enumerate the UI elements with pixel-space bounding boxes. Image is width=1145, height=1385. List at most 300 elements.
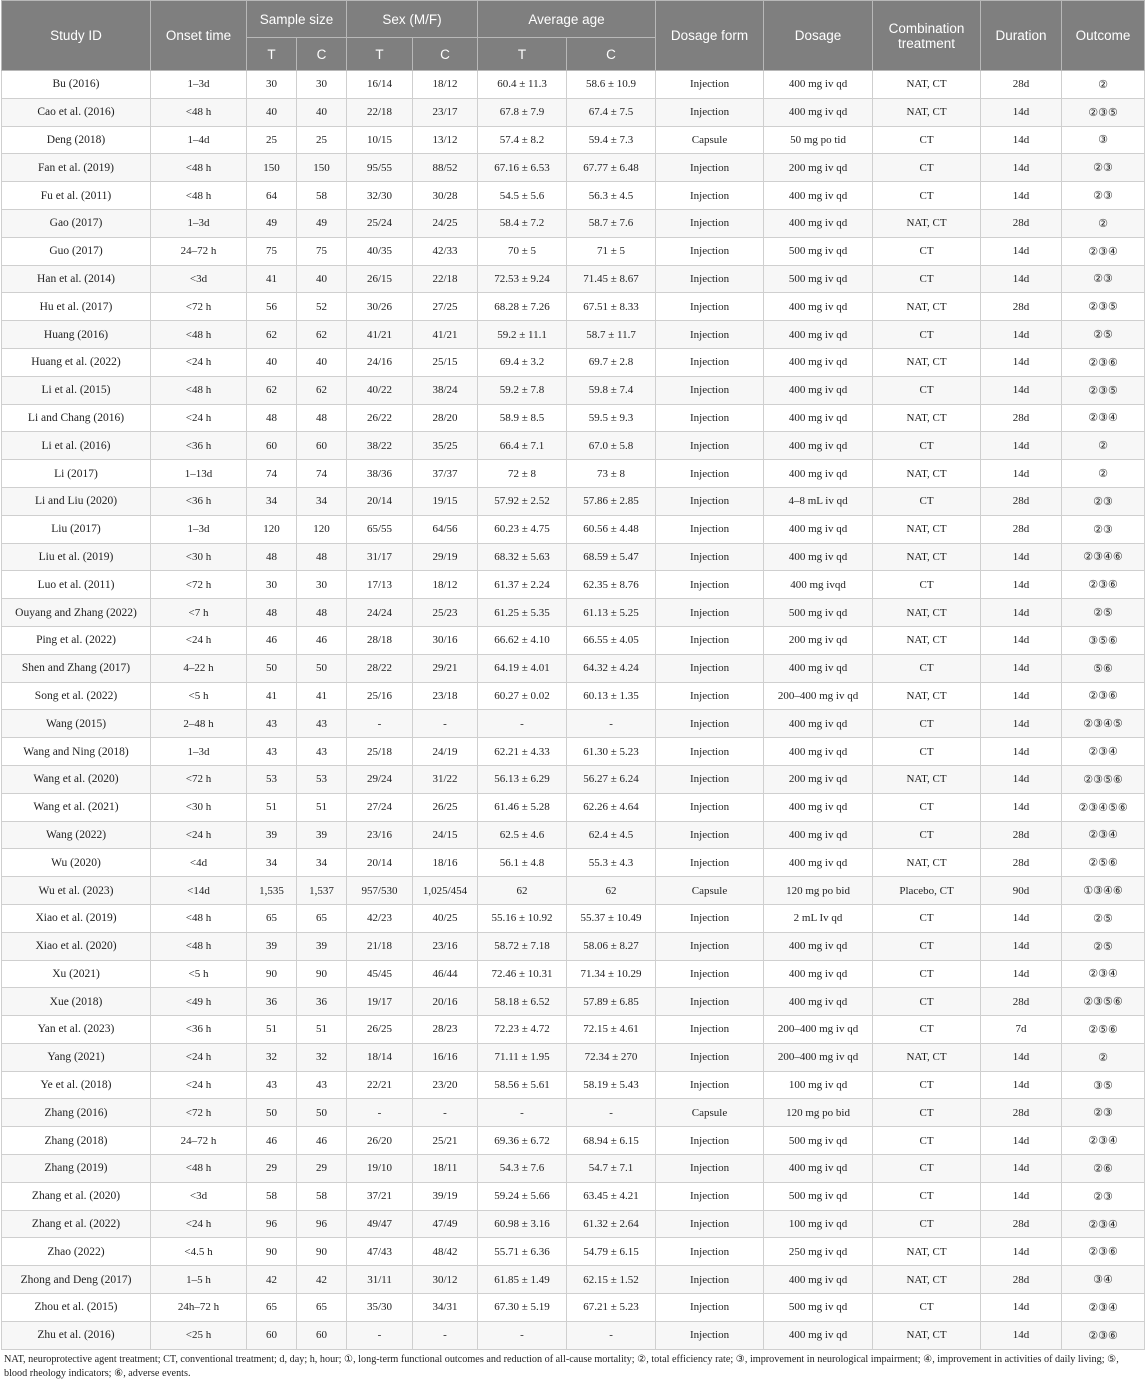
- age-t-cell: 60.4 ± 11.3: [478, 71, 567, 99]
- header-row-1: [2, 1, 1145, 38]
- sample-size-t-cell: 58: [247, 1182, 297, 1210]
- age-t-cell: 62: [478, 877, 567, 905]
- duration-cell: 14d: [981, 1182, 1062, 1210]
- sample-size-c-cell: 48: [297, 543, 347, 571]
- dosage-form-cell: Injection: [656, 293, 764, 321]
- sample-size-c-cell: 62: [297, 376, 347, 404]
- combination-treatment-cell: NAT, CT: [873, 599, 981, 627]
- onset-time-cell: 1–5 h: [151, 1266, 247, 1294]
- duration-cell: 14d: [981, 710, 1062, 738]
- age-c-cell: 58.6 ± 10.9: [567, 71, 656, 99]
- col-header-dosage: Dosage: [764, 1, 873, 71]
- sample-size-c-cell: 30: [297, 571, 347, 599]
- sample-size-c-cell: 46: [297, 626, 347, 654]
- sex-t-cell: 30/26: [347, 293, 413, 321]
- duration-cell: 28d: [981, 404, 1062, 432]
- dosage-cell: 400 mg iv qd: [764, 209, 873, 237]
- study-id-cell: Yang (2021): [2, 1043, 151, 1071]
- age-t-cell: 54.3 ± 7.6: [478, 1155, 567, 1183]
- duration-cell: 14d: [981, 654, 1062, 682]
- outcome-cell: ②③④⑤⑥: [1062, 793, 1145, 821]
- onset-time-cell: <7 h: [151, 599, 247, 627]
- study-id-cell: Li et al. (2016): [2, 432, 151, 460]
- dosage-form-cell: Injection: [656, 682, 764, 710]
- sex-c-cell: 46/44: [413, 960, 478, 988]
- duration-cell: 14d: [981, 126, 1062, 154]
- sample-size-c-cell: 34: [297, 849, 347, 877]
- outcome-cell: ③: [1062, 126, 1145, 154]
- dosage-form-cell: Capsule: [656, 877, 764, 905]
- age-c-cell: 62.15 ± 1.52: [567, 1266, 656, 1294]
- sex-c-cell: 30/12: [413, 1266, 478, 1294]
- sample-size-c-cell: 60: [297, 1321, 347, 1349]
- sample-size-t-cell: 43: [247, 1071, 297, 1099]
- study-id-cell: Zhang (2018): [2, 1127, 151, 1155]
- table-row: [2, 321, 1145, 349]
- sample-size-c-cell: 58: [297, 1182, 347, 1210]
- outcome-cell: ②⑤: [1062, 932, 1145, 960]
- table-row: [2, 98, 1145, 126]
- combination-treatment-cell: NAT, CT: [873, 682, 981, 710]
- duration-cell: 14d: [981, 1127, 1062, 1155]
- duration-cell: 14d: [981, 154, 1062, 182]
- onset-time-cell: <24 h: [151, 1043, 247, 1071]
- sex-t-cell: 25/24: [347, 209, 413, 237]
- dosage-cell: 400 mg iv qd: [764, 404, 873, 432]
- study-id-cell: Gao (2017): [2, 209, 151, 237]
- age-c-cell: 62.4 ± 4.5: [567, 821, 656, 849]
- dosage-form-cell: Injection: [656, 765, 764, 793]
- sex-c-cell: 18/12: [413, 571, 478, 599]
- study-id-cell: Wang (2015): [2, 710, 151, 738]
- dosage-cell: 400 mg iv qd: [764, 932, 873, 960]
- combination-treatment-cell: NAT, CT: [873, 515, 981, 543]
- duration-cell: 14d: [981, 182, 1062, 210]
- sample-size-t-cell: 120: [247, 515, 297, 543]
- table-row: [2, 821, 1145, 849]
- table-body: [2, 71, 1145, 1350]
- study-id-cell: Xiao et al. (2019): [2, 904, 151, 932]
- onset-time-cell: <5 h: [151, 960, 247, 988]
- dosage-form-cell: Injection: [656, 738, 764, 766]
- sample-size-c-cell: 65: [297, 904, 347, 932]
- sex-c-cell: 25/21: [413, 1127, 478, 1155]
- age-c-cell: 71 ± 5: [567, 237, 656, 265]
- sex-c-cell: 35/25: [413, 432, 478, 460]
- study-id-cell: Zhu et al. (2016): [2, 1321, 151, 1349]
- subheader-age-c: C: [567, 38, 656, 71]
- sex-c-cell: 19/15: [413, 487, 478, 515]
- outcome-cell: ②: [1062, 432, 1145, 460]
- duration-cell: 14d: [981, 237, 1062, 265]
- sample-size-c-cell: 90: [297, 960, 347, 988]
- study-id-cell: Fan et al. (2019): [2, 154, 151, 182]
- sex-c-cell: 31/22: [413, 765, 478, 793]
- combination-treatment-cell: CT: [873, 988, 981, 1016]
- age-c-cell: 61.13 ± 5.25: [567, 599, 656, 627]
- dosage-form-cell: Injection: [656, 1016, 764, 1044]
- outcome-cell: ②⑤⑥: [1062, 1016, 1145, 1044]
- subheader-sample-t: T: [247, 38, 297, 71]
- age-c-cell: 68.59 ± 5.47: [567, 543, 656, 571]
- subheader-sex-t: T: [347, 38, 413, 71]
- sex-t-cell: 49/47: [347, 1210, 413, 1238]
- onset-time-cell: <24 h: [151, 404, 247, 432]
- age-t-cell: 57.4 ± 8.2: [478, 126, 567, 154]
- outcome-cell: ②③: [1062, 1182, 1145, 1210]
- sample-size-t-cell: 43: [247, 738, 297, 766]
- combination-treatment-cell: CT: [873, 376, 981, 404]
- sample-size-t-cell: 60: [247, 432, 297, 460]
- sample-size-t-cell: 41: [247, 265, 297, 293]
- subheader-sex-c: C: [413, 38, 478, 71]
- duration-cell: 14d: [981, 571, 1062, 599]
- combination-treatment-cell: NAT, CT: [873, 71, 981, 99]
- sample-size-c-cell: 25: [297, 126, 347, 154]
- age-t-cell: 72.53 ± 9.24: [478, 265, 567, 293]
- dosage-form-cell: Injection: [656, 1043, 764, 1071]
- sex-c-cell: 25/15: [413, 348, 478, 376]
- col-header-onset-time: Onset time: [151, 1, 247, 71]
- sex-c-cell: 23/20: [413, 1071, 478, 1099]
- study-id-cell: Ouyang and Zhang (2022): [2, 599, 151, 627]
- onset-time-cell: 1–3d: [151, 209, 247, 237]
- age-t-cell: 55.71 ± 6.36: [478, 1238, 567, 1266]
- onset-time-cell: <3d: [151, 1182, 247, 1210]
- combination-treatment-cell: NAT, CT: [873, 348, 981, 376]
- sex-c-cell: 24/19: [413, 738, 478, 766]
- combination-treatment-cell: NAT, CT: [873, 1043, 981, 1071]
- dosage-form-cell: Injection: [656, 98, 764, 126]
- dosage-cell: 200–400 mg iv qd: [764, 1016, 873, 1044]
- duration-cell: 28d: [981, 849, 1062, 877]
- dosage-form-cell: Injection: [656, 348, 764, 376]
- outcome-cell: ②: [1062, 209, 1145, 237]
- dosage-cell: 400 mg iv qd: [764, 849, 873, 877]
- sample-size-c-cell: 96: [297, 1210, 347, 1238]
- age-c-cell: 58.06 ± 8.27: [567, 932, 656, 960]
- duration-cell: 14d: [981, 1071, 1062, 1099]
- age-c-cell: 69.7 ± 2.8: [567, 348, 656, 376]
- sample-size-t-cell: 51: [247, 793, 297, 821]
- table-row: [2, 1294, 1145, 1322]
- sample-size-c-cell: 58: [297, 182, 347, 210]
- age-t-cell: 67.30 ± 5.19: [478, 1294, 567, 1322]
- duration-cell: 14d: [981, 1155, 1062, 1183]
- sex-c-cell: 22/18: [413, 265, 478, 293]
- sample-size-t-cell: 46: [247, 626, 297, 654]
- combination-treatment-cell: CT: [873, 904, 981, 932]
- duration-cell: 28d: [981, 293, 1062, 321]
- onset-time-cell: <5 h: [151, 682, 247, 710]
- sex-t-cell: 42/23: [347, 904, 413, 932]
- outcome-cell: ③④: [1062, 1266, 1145, 1294]
- col-header-study-id: Study ID: [2, 1, 151, 71]
- duration-cell: 28d: [981, 487, 1062, 515]
- sex-c-cell: 30/28: [413, 182, 478, 210]
- age-c-cell: 64.32 ± 4.24: [567, 654, 656, 682]
- age-c-cell: 61.32 ± 2.64: [567, 1210, 656, 1238]
- sex-c-cell: 37/37: [413, 460, 478, 488]
- outcome-cell: ①③④⑥: [1062, 877, 1145, 905]
- study-id-cell: Zhang et al. (2022): [2, 1210, 151, 1238]
- dosage-cell: 500 mg iv qd: [764, 237, 873, 265]
- age-t-cell: 66.4 ± 7.1: [478, 432, 567, 460]
- outcome-cell: ②③: [1062, 1099, 1145, 1127]
- sample-size-t-cell: 50: [247, 1099, 297, 1127]
- study-id-cell: Li and Liu (2020): [2, 487, 151, 515]
- study-id-cell: Wang et al. (2020): [2, 765, 151, 793]
- dosage-cell: 50 mg po tid: [764, 126, 873, 154]
- sample-size-t-cell: 51: [247, 1016, 297, 1044]
- dosage-form-cell: Injection: [656, 932, 764, 960]
- outcome-cell: ②③④: [1062, 1127, 1145, 1155]
- sample-size-t-cell: 150: [247, 154, 297, 182]
- study-id-cell: Huang (2016): [2, 321, 151, 349]
- sample-size-c-cell: 48: [297, 404, 347, 432]
- study-id-cell: Cao et al. (2016): [2, 98, 151, 126]
- table-row: [2, 738, 1145, 766]
- sample-size-t-cell: 30: [247, 71, 297, 99]
- outcome-cell: ②⑥: [1062, 1155, 1145, 1183]
- sample-size-t-cell: 29: [247, 1155, 297, 1183]
- dosage-form-cell: Injection: [656, 543, 764, 571]
- dosage-cell: 200 mg iv qd: [764, 626, 873, 654]
- sex-c-cell: 23/17: [413, 98, 478, 126]
- onset-time-cell: <48 h: [151, 182, 247, 210]
- dosage-cell: 400 mg iv qd: [764, 321, 873, 349]
- study-id-cell: Han et al. (2014): [2, 265, 151, 293]
- sex-t-cell: 20/14: [347, 849, 413, 877]
- dosage-form-cell: Injection: [656, 849, 764, 877]
- onset-time-cell: <4.5 h: [151, 1238, 247, 1266]
- age-t-cell: -: [478, 710, 567, 738]
- duration-cell: 14d: [981, 682, 1062, 710]
- dosage-cell: 400 mg iv qd: [764, 460, 873, 488]
- sample-size-c-cell: 53: [297, 765, 347, 793]
- table-row: [2, 793, 1145, 821]
- duration-cell: 14d: [981, 793, 1062, 821]
- outcome-cell: ②③: [1062, 182, 1145, 210]
- sex-t-cell: -: [347, 1099, 413, 1127]
- age-c-cell: 60.13 ± 1.35: [567, 682, 656, 710]
- sex-t-cell: 37/21: [347, 1182, 413, 1210]
- dosage-cell: 400 mg iv qd: [764, 348, 873, 376]
- sex-t-cell: 18/14: [347, 1043, 413, 1071]
- study-id-cell: Song et al. (2022): [2, 682, 151, 710]
- combination-treatment-cell: CT: [873, 126, 981, 154]
- dosage-cell: 500 mg iv qd: [764, 265, 873, 293]
- onset-time-cell: 1–3d: [151, 738, 247, 766]
- age-c-cell: 58.7 ± 7.6: [567, 209, 656, 237]
- age-c-cell: 59.5 ± 9.3: [567, 404, 656, 432]
- study-id-cell: Bu (2016): [2, 71, 151, 99]
- sex-t-cell: 17/13: [347, 571, 413, 599]
- study-id-cell: Zhang (2019): [2, 1155, 151, 1183]
- outcome-cell: ②③⑤: [1062, 98, 1145, 126]
- study-id-cell: Li et al. (2015): [2, 376, 151, 404]
- table-row: [2, 849, 1145, 877]
- sample-size-t-cell: 64: [247, 182, 297, 210]
- sex-t-cell: 38/36: [347, 460, 413, 488]
- duration-cell: 28d: [981, 71, 1062, 99]
- onset-time-cell: <24 h: [151, 1210, 247, 1238]
- sex-t-cell: 28/22: [347, 654, 413, 682]
- dosage-form-cell: Injection: [656, 599, 764, 627]
- age-t-cell: 59.2 ± 7.8: [478, 376, 567, 404]
- study-id-cell: Fu et al. (2011): [2, 182, 151, 210]
- sample-size-c-cell: 52: [297, 293, 347, 321]
- duration-cell: 14d: [981, 1321, 1062, 1349]
- age-t-cell: 60.27 ± 0.02: [478, 682, 567, 710]
- study-id-cell: Wu et al. (2023): [2, 877, 151, 905]
- table-row: [2, 765, 1145, 793]
- onset-time-cell: <25 h: [151, 1321, 247, 1349]
- study-id-cell: Shen and Zhang (2017): [2, 654, 151, 682]
- sample-size-t-cell: 46: [247, 1127, 297, 1155]
- onset-time-cell: <72 h: [151, 765, 247, 793]
- sex-t-cell: 45/45: [347, 960, 413, 988]
- sex-c-cell: 18/12: [413, 71, 478, 99]
- age-t-cell: 68.28 ± 7.26: [478, 293, 567, 321]
- study-id-cell: Huang et al. (2022): [2, 348, 151, 376]
- sample-size-t-cell: 40: [247, 348, 297, 376]
- age-c-cell: 71.34 ± 10.29: [567, 960, 656, 988]
- table-row: [2, 1266, 1145, 1294]
- onset-time-cell: 1–3d: [151, 71, 247, 99]
- age-t-cell: 56.1 ± 4.8: [478, 849, 567, 877]
- table-row: [2, 348, 1145, 376]
- study-id-cell: Xu (2021): [2, 960, 151, 988]
- table-row: [2, 626, 1145, 654]
- sex-c-cell: 16/16: [413, 1043, 478, 1071]
- study-id-cell: Li and Chang (2016): [2, 404, 151, 432]
- age-t-cell: 67.16 ± 6.53: [478, 154, 567, 182]
- table-row: [2, 1321, 1145, 1349]
- sample-size-c-cell: 62: [297, 321, 347, 349]
- col-header-average-age: Average age: [478, 1, 656, 38]
- age-c-cell: 59.8 ± 7.4: [567, 376, 656, 404]
- duration-cell: 14d: [981, 376, 1062, 404]
- outcome-cell: ②③④: [1062, 237, 1145, 265]
- combination-treatment-cell: CT: [873, 182, 981, 210]
- age-t-cell: 64.19 ± 4.01: [478, 654, 567, 682]
- age-t-cell: 57.92 ± 2.52: [478, 487, 567, 515]
- table-row: [2, 154, 1145, 182]
- sex-t-cell: 95/55: [347, 154, 413, 182]
- onset-time-cell: <48 h: [151, 321, 247, 349]
- dosage-cell: 200 mg iv qd: [764, 765, 873, 793]
- onset-time-cell: <48 h: [151, 376, 247, 404]
- dosage-cell: 400 mg iv qd: [764, 1321, 873, 1349]
- outcome-cell: ②③④: [1062, 821, 1145, 849]
- sample-size-c-cell: 50: [297, 654, 347, 682]
- study-id-cell: Yan et al. (2023): [2, 1016, 151, 1044]
- table-row: [2, 126, 1145, 154]
- sample-size-t-cell: 48: [247, 599, 297, 627]
- duration-cell: 14d: [981, 98, 1062, 126]
- table-row: [2, 432, 1145, 460]
- sample-size-t-cell: 74: [247, 460, 297, 488]
- sample-size-t-cell: 65: [247, 904, 297, 932]
- subheader-sample-c: C: [297, 38, 347, 71]
- study-characteristics-table: [1, 0, 1145, 1350]
- age-c-cell: 67.51 ± 8.33: [567, 293, 656, 321]
- sample-size-t-cell: 34: [247, 487, 297, 515]
- table-row: [2, 599, 1145, 627]
- onset-time-cell: <72 h: [151, 571, 247, 599]
- study-id-cell: Liu (2017): [2, 515, 151, 543]
- sample-size-c-cell: 39: [297, 821, 347, 849]
- sample-size-c-cell: 150: [297, 154, 347, 182]
- sample-size-t-cell: 49: [247, 209, 297, 237]
- duration-cell: 28d: [981, 515, 1062, 543]
- duration-cell: 14d: [981, 904, 1062, 932]
- age-c-cell: 72.15 ± 4.61: [567, 1016, 656, 1044]
- combination-treatment-cell: NAT, CT: [873, 404, 981, 432]
- study-id-cell: Guo (2017): [2, 237, 151, 265]
- sample-size-t-cell: 1,535: [247, 877, 297, 905]
- onset-time-cell: <48 h: [151, 932, 247, 960]
- age-c-cell: 55.3 ± 4.3: [567, 849, 656, 877]
- outcome-cell: ②③④: [1062, 404, 1145, 432]
- sex-t-cell: 19/10: [347, 1155, 413, 1183]
- onset-time-cell: <48 h: [151, 154, 247, 182]
- dosage-cell: 200–400 mg iv qd: [764, 682, 873, 710]
- study-id-cell: Luo et al. (2011): [2, 571, 151, 599]
- age-c-cell: 66.55 ± 4.05: [567, 626, 656, 654]
- study-id-cell: Wang (2022): [2, 821, 151, 849]
- onset-time-cell: <36 h: [151, 432, 247, 460]
- sex-c-cell: 28/23: [413, 1016, 478, 1044]
- dosage-form-cell: Injection: [656, 1155, 764, 1183]
- sex-c-cell: 29/19: [413, 543, 478, 571]
- age-c-cell: 58.19 ± 5.43: [567, 1071, 656, 1099]
- duration-cell: 14d: [981, 765, 1062, 793]
- table-row: [2, 571, 1145, 599]
- sample-size-c-cell: 90: [297, 1238, 347, 1266]
- outcome-cell: ③⑤: [1062, 1071, 1145, 1099]
- dosage-cell: 400 mg iv qd: [764, 738, 873, 766]
- sex-t-cell: 24/24: [347, 599, 413, 627]
- table-row: [2, 515, 1145, 543]
- outcome-cell: ②③: [1062, 487, 1145, 515]
- sample-size-c-cell: 46: [297, 1127, 347, 1155]
- combination-treatment-cell: NAT, CT: [873, 98, 981, 126]
- dosage-form-cell: Injection: [656, 1321, 764, 1349]
- sample-size-t-cell: 90: [247, 960, 297, 988]
- onset-time-cell: 24h–72 h: [151, 1294, 247, 1322]
- dosage-cell: 400 mg iv qd: [764, 821, 873, 849]
- dosage-form-cell: Injection: [656, 1238, 764, 1266]
- table-row: [2, 1182, 1145, 1210]
- outcome-cell: ②③: [1062, 154, 1145, 182]
- study-id-cell: Deng (2018): [2, 126, 151, 154]
- outcome-cell: ②③⑤: [1062, 293, 1145, 321]
- age-t-cell: 58.4 ± 7.2: [478, 209, 567, 237]
- dosage-cell: 120 mg po bid: [764, 877, 873, 905]
- dosage-cell: 2 mL Iv qd: [764, 904, 873, 932]
- age-t-cell: 61.46 ± 5.28: [478, 793, 567, 821]
- sample-size-c-cell: 51: [297, 793, 347, 821]
- table-row: [2, 265, 1145, 293]
- table-row: [2, 1071, 1145, 1099]
- table-row: [2, 182, 1145, 210]
- onset-time-cell: 4–22 h: [151, 654, 247, 682]
- study-id-cell: Hu et al. (2017): [2, 293, 151, 321]
- sample-size-t-cell: 75: [247, 237, 297, 265]
- dosage-cell: 100 mg iv qd: [764, 1071, 873, 1099]
